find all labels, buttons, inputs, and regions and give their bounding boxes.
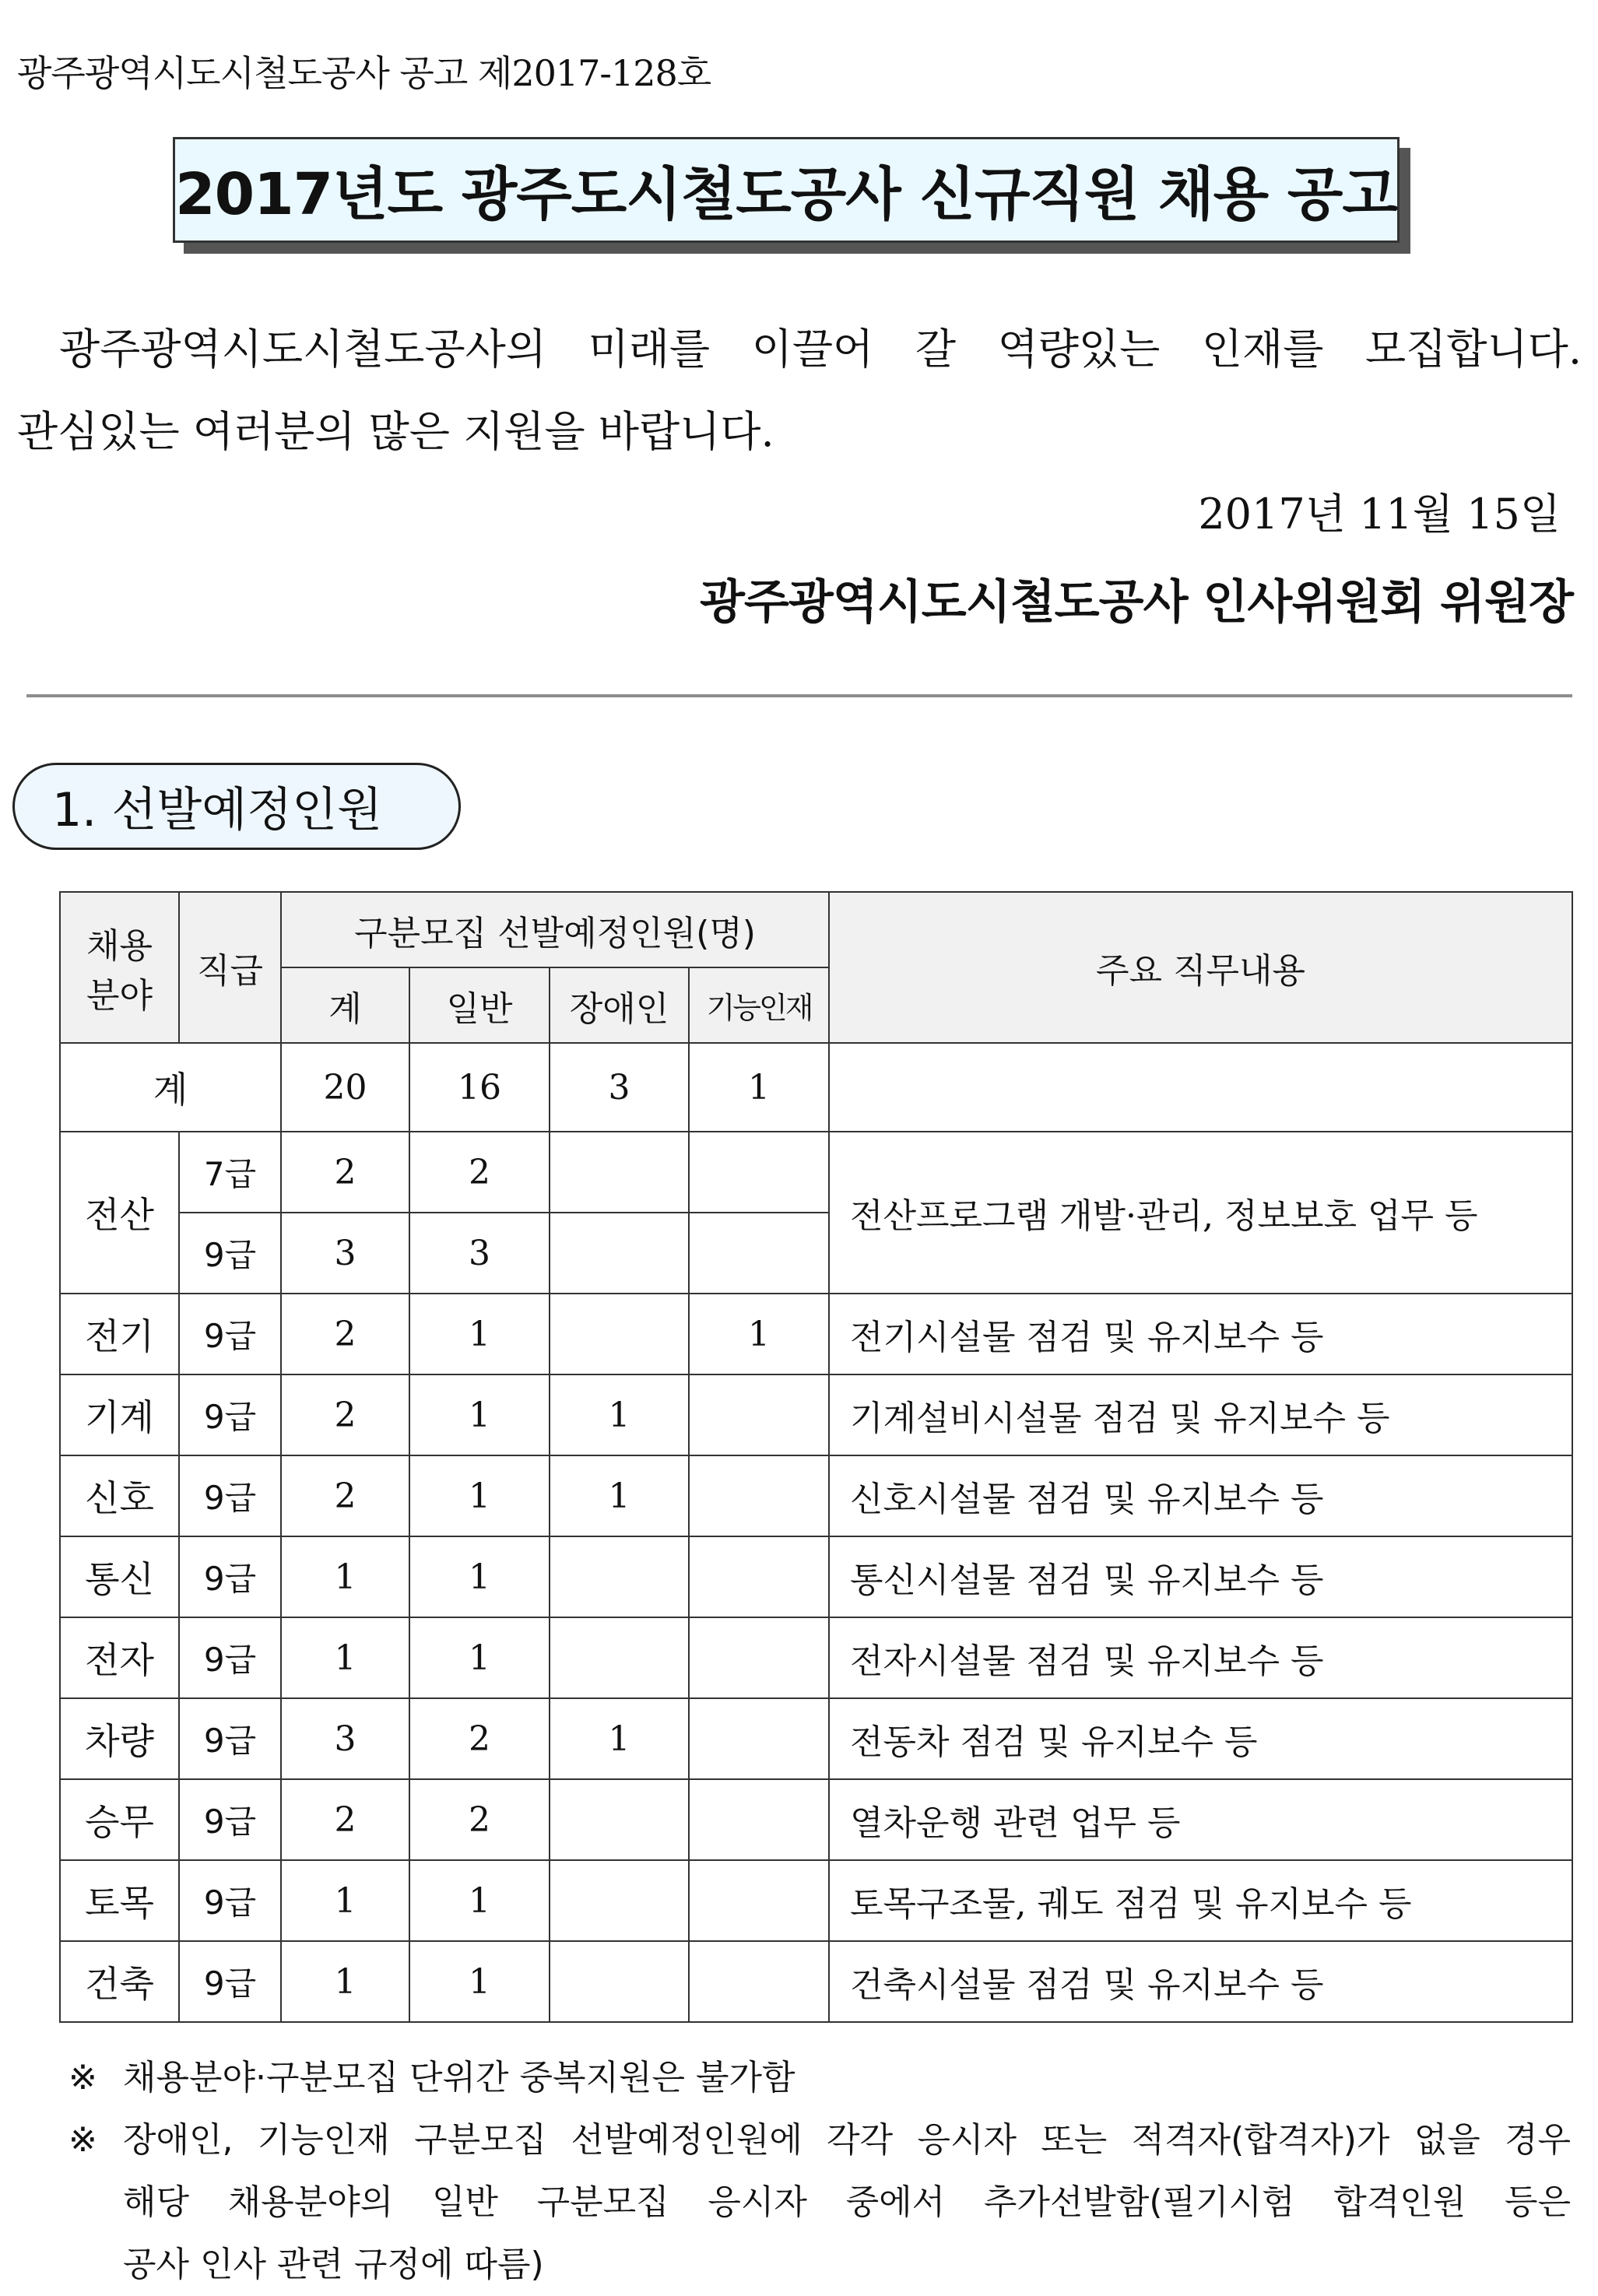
cell-skilled xyxy=(689,1536,829,1617)
note-2-line3: 공사 인사 관련 규정에 따름) xyxy=(123,2245,544,2284)
cell-general: 1 xyxy=(409,1374,550,1455)
cell-duty: 전자시설물 점검 및 유지보수 등 xyxy=(829,1617,1572,1698)
note-2-line2: 해당 채용분야의 일반 구분모집 응시자 중에서 추가선발함(필기시험 합격인원 등은 xyxy=(123,2182,1571,2222)
cell-general: 1 xyxy=(409,1455,550,1536)
cell-disabled: 1 xyxy=(550,1698,689,1779)
cell-disabled xyxy=(550,1779,689,1860)
header-total: 계 xyxy=(281,967,409,1043)
announcement-title: 2017년도 광주도시철도공사 신규직원 채용 공고 xyxy=(175,161,1397,228)
cell-duty: 전산프로그램 개발·관리, 정보보호 업무 등 xyxy=(829,1132,1572,1294)
table-row-total xyxy=(60,1043,1572,1132)
cell-total: 3 xyxy=(281,1213,409,1294)
cell-skilled xyxy=(689,1617,829,1698)
section-title-text: 1. 선발예정인원 xyxy=(52,783,383,837)
cell-duty: 통신시설물 점검 및 유지보수 등 xyxy=(829,1536,1572,1617)
cell-general: 1 xyxy=(409,1294,550,1374)
intro-paragraph xyxy=(17,308,1582,473)
cell-general: 1 xyxy=(409,1941,550,2022)
table-row xyxy=(60,1617,1572,1698)
cell-field: 차량 xyxy=(60,1698,179,1779)
table-row xyxy=(60,1374,1572,1455)
cell-grade: 9급 xyxy=(179,1698,281,1779)
header-disabled: 장애인 xyxy=(550,967,689,1043)
header-general: 일반 xyxy=(409,967,550,1043)
total-skilled: 1 xyxy=(689,1043,829,1132)
cell-total: 2 xyxy=(281,1294,409,1374)
cell-duty: 열차운행 관련 업무 등 xyxy=(829,1779,1572,1860)
cell-grade: 9급 xyxy=(179,1294,281,1374)
intro-line-2: 관심있는 여러분의 많은 지원을 바랍니다. xyxy=(17,407,774,456)
cell-grade: 9급 xyxy=(179,1536,281,1617)
cell-field: 신호 xyxy=(60,1455,179,1536)
cell-grade: 9급 xyxy=(179,1860,281,1941)
note-mark: ※ xyxy=(68,2120,97,2160)
total-total: 20 xyxy=(281,1043,409,1132)
table-row xyxy=(60,1860,1572,1941)
cell-disabled xyxy=(550,1536,689,1617)
cell-grade: 9급 xyxy=(179,1779,281,1860)
table-row xyxy=(60,1779,1572,1860)
note-1-text: 채용분야·구분모집 단위간 중복지원은 불가함 xyxy=(123,2058,795,2098)
intro-line-1: 광주광역시도시철도공사의 미래를 이끌어 갈 역량있는 인재를 모집합니다. xyxy=(59,325,1582,374)
cell-total: 1 xyxy=(281,1536,409,1617)
cell-general: 2 xyxy=(409,1779,550,1860)
total-duty xyxy=(829,1043,1572,1132)
cell-total: 2 xyxy=(281,1779,409,1860)
cell-total: 1 xyxy=(281,1617,409,1698)
cell-grade: 9급 xyxy=(179,1941,281,2022)
cell-field: 토목 xyxy=(60,1860,179,1941)
note-1 xyxy=(68,2047,1571,2109)
cell-total: 2 xyxy=(281,1455,409,1536)
cell-skilled xyxy=(689,1860,829,1941)
cell-skilled xyxy=(689,1213,829,1294)
cell-disabled xyxy=(550,1132,689,1213)
cell-skilled: 1 xyxy=(689,1294,829,1374)
cell-disabled: 1 xyxy=(550,1455,689,1536)
cell-duty: 전동차 점검 및 유지보수 등 xyxy=(829,1698,1572,1779)
cell-duty: 신호시설물 점검 및 유지보수 등 xyxy=(829,1455,1572,1536)
cell-grade: 9급 xyxy=(179,1617,281,1698)
cell-grade: 7급 xyxy=(179,1132,281,1213)
header-field-line2: 분야 xyxy=(86,976,153,1016)
note-mark: ※ xyxy=(68,2058,97,2098)
cell-skilled xyxy=(689,1455,829,1536)
section-title xyxy=(12,763,461,850)
cell-total: 2 xyxy=(281,1132,409,1213)
cell-field: 전산 xyxy=(60,1132,179,1294)
cell-total: 1 xyxy=(281,1941,409,2022)
cell-disabled xyxy=(550,1941,689,2022)
cell-general: 3 xyxy=(409,1213,550,1294)
notice-number: 광주광역시도시철도공사 공고 제2017-128호 xyxy=(17,52,711,94)
announcement-title-box xyxy=(173,137,1400,243)
header-field-line1: 채용 xyxy=(86,926,153,966)
table-row xyxy=(60,1294,1572,1374)
cell-duty: 토목구조물, 궤도 점검 및 유지보수 등 xyxy=(829,1860,1572,1941)
cell-total: 2 xyxy=(281,1374,409,1455)
cell-field: 기계 xyxy=(60,1374,179,1455)
cell-field: 전기 xyxy=(60,1294,179,1374)
cell-duty: 건축시설물 점검 및 유지보수 등 xyxy=(829,1941,1572,2022)
cell-duty: 전기시설물 점검 및 유지보수 등 xyxy=(829,1294,1572,1374)
cell-general: 1 xyxy=(409,1617,550,1698)
cell-field: 통신 xyxy=(60,1536,179,1617)
notes xyxy=(68,2047,1571,2296)
cell-general: 2 xyxy=(409,1132,550,1213)
header-skilled: 기능인재 xyxy=(689,967,829,1043)
cell-field: 승무 xyxy=(60,1779,179,1860)
total-label: 계 xyxy=(60,1043,281,1132)
table-row xyxy=(60,1536,1572,1617)
cell-disabled xyxy=(550,1617,689,1698)
header-group: 구분모집 선발예정인원(명) xyxy=(281,892,829,967)
note-2-line1: 장애인, 기능인재 구분모집 선발예정인원에 각각 응시자 또는 적격자(합격자)가 없을 경우 xyxy=(123,2120,1571,2160)
cell-grade: 9급 xyxy=(179,1374,281,1455)
note-2 xyxy=(68,2109,1571,2296)
cell-disabled xyxy=(550,1213,689,1294)
total-general: 16 xyxy=(409,1043,550,1132)
announcement-date: 2017년 11월 15일 xyxy=(1198,490,1561,539)
cell-skilled xyxy=(689,1779,829,1860)
cell-general: 1 xyxy=(409,1536,550,1617)
header-grade: 직급 xyxy=(179,892,281,1043)
table-row xyxy=(60,1455,1572,1536)
cell-skilled xyxy=(689,1132,829,1213)
cell-field: 전자 xyxy=(60,1617,179,1698)
cell-skilled xyxy=(689,1941,829,2022)
cell-skilled xyxy=(689,1374,829,1455)
cell-total: 1 xyxy=(281,1860,409,1941)
selection-table xyxy=(59,891,1573,2023)
cell-disabled xyxy=(550,1294,689,1374)
cell-skilled xyxy=(689,1698,829,1779)
total-disabled: 3 xyxy=(550,1043,689,1132)
table-row xyxy=(60,1132,1572,1213)
cell-disabled xyxy=(550,1860,689,1941)
cell-general: 1 xyxy=(409,1860,550,1941)
cell-field: 건축 xyxy=(60,1941,179,2022)
cell-duty: 기계설비시설물 점검 및 유지보수 등 xyxy=(829,1374,1572,1455)
divider xyxy=(26,694,1572,697)
cell-grade: 9급 xyxy=(179,1213,281,1294)
cell-total: 3 xyxy=(281,1698,409,1779)
header-field xyxy=(60,892,179,1043)
cell-general: 2 xyxy=(409,1698,550,1779)
cell-disabled: 1 xyxy=(550,1374,689,1455)
table-row xyxy=(60,1698,1572,1779)
signer: 광주광역시도시철도공사 인사위원회 위원장 xyxy=(699,575,1573,630)
header-duty: 주요 직무내용 xyxy=(829,892,1572,1043)
table-row xyxy=(60,1941,1572,2022)
cell-grade: 9급 xyxy=(179,1455,281,1536)
